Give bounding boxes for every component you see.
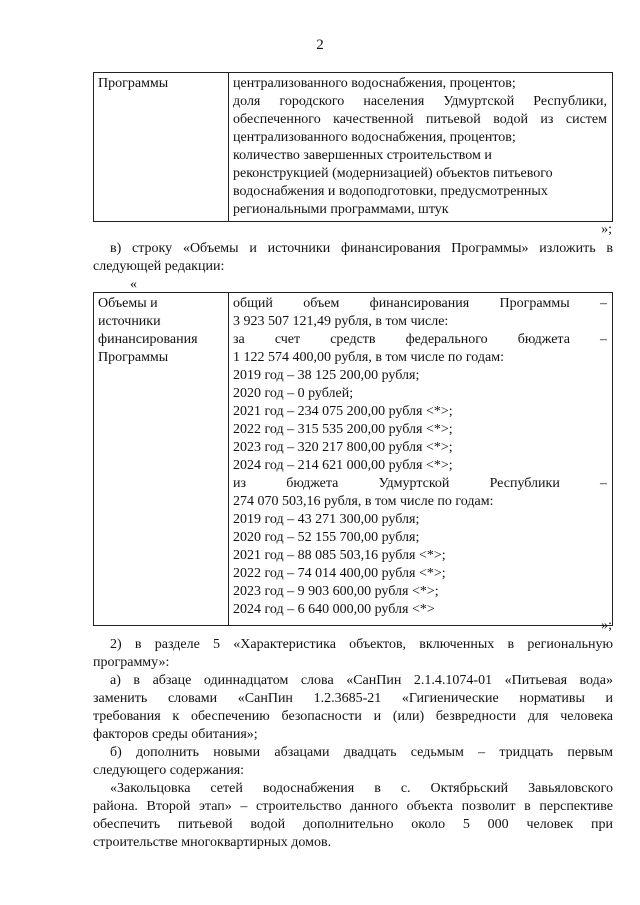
- funding-line: 2019 год – 43 271 300,00 рубля;: [233, 512, 420, 527]
- closing-quote: »;: [601, 618, 612, 633]
- paragraph-line: района. Второй этап» – строительство данного объекта позволит в перспективе: [93, 799, 613, 814]
- paragraph-line: строительстве многоквартирных домов.: [93, 835, 332, 850]
- funding-line: 2023 год – 9 903 600,00 рубля <*>;: [233, 584, 439, 599]
- funding-table: [93, 292, 613, 626]
- paragraph-line: а) в абзаце одиннадцатом слова «СанПин 2.1.4.1074-01 «Питьевая вода»: [110, 673, 613, 688]
- funding-line: за счет средств федерального бюджета –: [233, 332, 607, 347]
- table1-left-cell: [94, 73, 229, 222]
- paragraph-2: [110, 636, 613, 654]
- table1-line: доля городского населения Удмуртской Республики,: [233, 94, 607, 109]
- table1-line: количество завершенных строительством и: [233, 148, 492, 163]
- funding-line: 2021 год – 234 075 200,00 рубля <*>;: [233, 404, 453, 419]
- table1-left-label: Программы: [98, 76, 169, 91]
- paragraph-line: следующей редакции:: [93, 259, 225, 274]
- table-row: [94, 293, 613, 626]
- paragraph-a-cont: [93, 690, 613, 744]
- funding-right-cell: [229, 293, 613, 626]
- paragraph-line: 2) в разделе 5 «Характеристика объектов, включенных в региональную: [110, 637, 613, 652]
- table1-right-cell: [229, 73, 613, 222]
- paragraph-line: факторов среды обитания»;: [93, 727, 258, 742]
- funding-label-line: финансирования: [98, 332, 198, 347]
- paragraph-line: в) строку «Объемы и источники финансирования Программы» изложить в: [110, 241, 613, 256]
- funding-line: 2020 год – 0 рублей;: [233, 386, 354, 401]
- paragraph-quote: [110, 780, 613, 798]
- funding-line: общий объем финансирования Программы –: [233, 296, 607, 311]
- paragraph-quote-cont: [93, 798, 613, 852]
- paragraph-line: следующего содержания:: [93, 763, 245, 778]
- paragraph-v-cont: [93, 258, 613, 276]
- funding-line: 274 070 503,16 рубля, в том числе по годам:: [233, 494, 494, 509]
- funding-line: 2022 год – 74 014 400,00 рубля <*>;: [233, 566, 446, 581]
- table1-line: региональными программами, штук: [233, 202, 449, 217]
- funding-line: 2024 год – 6 640 000,00 рубля <*>: [233, 602, 435, 617]
- paragraph-b: [110, 744, 613, 762]
- paragraph-2-cont: [93, 654, 613, 672]
- funding-left-cell: [94, 293, 229, 626]
- funding-line: из бюджета Удмуртской Республики –: [233, 476, 607, 491]
- funding-line: 2021 год – 88 085 503,16 рубля <*>;: [233, 548, 446, 563]
- table1-line: централизованного водоснабжения, процентов;: [233, 130, 516, 145]
- paragraph-line: обеспечить питьевой водой дополнительно около 5 000 человек при: [93, 817, 613, 832]
- funding-label-line: источники: [98, 314, 161, 329]
- paragraph-v: [110, 240, 613, 258]
- table1-line: обеспеченного качественной питьевой водой из систем: [233, 112, 607, 127]
- paragraph-line: «Закольцовка сетей водоснабжения в с. Октябрьский Завьяловского: [110, 781, 613, 796]
- table1-line: реконструкцией (модернизацией) объектов питьевого: [233, 166, 553, 181]
- closing-quote: »;: [601, 222, 612, 237]
- funding-line: 2022 год – 315 535 200,00 рубля <*>;: [233, 422, 453, 437]
- table1-line: централизованного водоснабжения, процентов;: [233, 76, 516, 91]
- funding-line: 2020 год – 52 155 700,00 рубля;: [233, 530, 420, 545]
- funding-line: 2024 год – 214 621 000,00 рубля <*>;: [233, 458, 453, 473]
- paragraph-a: [110, 672, 613, 690]
- paragraph-line: программу»:: [93, 655, 170, 670]
- opening-quote: «: [130, 277, 137, 292]
- funding-label-line: Программы: [98, 350, 169, 365]
- paragraph-line: требования к обеспечению безопасности и (или) безвредности для человека: [93, 709, 613, 724]
- programs-indicators-table: [93, 72, 613, 222]
- funding-line: 3 923 507 121,49 рубля, в том числе:: [233, 314, 449, 329]
- table1-line: водоснабжения и водоподготовки, предусмотренных: [233, 184, 548, 199]
- paragraph-b-cont: [93, 762, 613, 780]
- paragraph-line: заменить словами «СанПин 1.2.3685-21 «Гигиенические нормативы и: [93, 691, 613, 706]
- funding-label-line: Объемы и: [98, 296, 158, 311]
- funding-line: 1 122 574 400,00 рубля, в том числе по годам:: [233, 350, 504, 365]
- table-row: [94, 73, 613, 222]
- funding-line: 2019 год – 38 125 200,00 рубля;: [233, 368, 420, 383]
- page-number: 2: [316, 37, 324, 53]
- paragraph-line: б) дополнить новыми абзацами двадцать седьмым – тридцать первым: [110, 745, 613, 760]
- funding-line: 2023 год – 320 217 800,00 рубля <*>;: [233, 440, 453, 455]
